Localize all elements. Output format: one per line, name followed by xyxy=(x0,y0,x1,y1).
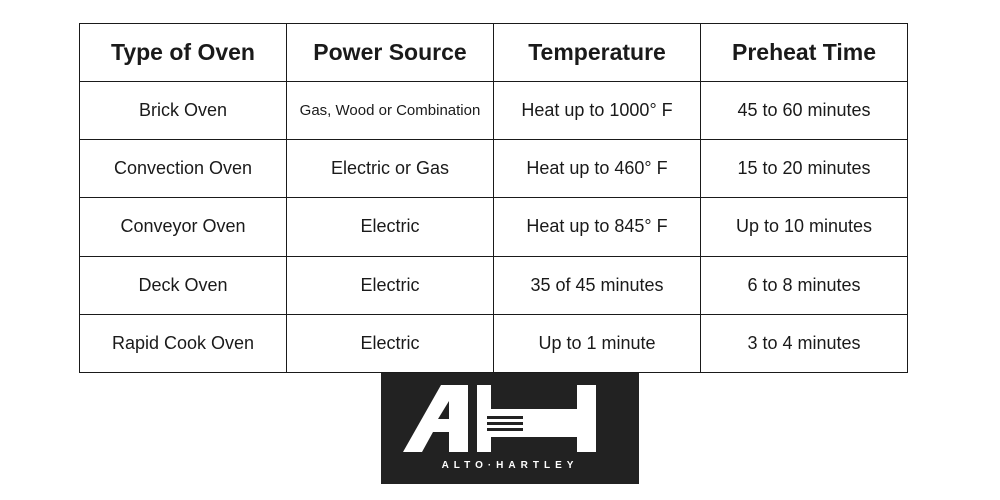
cell-temperature: Up to 1 minute xyxy=(494,314,701,372)
table-row xyxy=(80,314,908,372)
cell-power-source: Electric xyxy=(287,314,494,372)
table-row xyxy=(80,256,908,314)
cell-preheat-time: 3 to 4 minutes xyxy=(701,314,908,372)
logo-wordmark: ALTO·HARTLEY xyxy=(441,460,579,471)
cell-power-source: Electric or Gas xyxy=(287,140,494,198)
cell-power-source: Electric xyxy=(287,198,494,256)
cell-oven-type: Deck Oven xyxy=(80,256,287,314)
cell-preheat-time: Up to 10 minutes xyxy=(701,198,908,256)
cell-oven-type: Convection Oven xyxy=(80,140,287,198)
cell-temperature: 35 of 45 minutes xyxy=(494,256,701,314)
cell-power-source: Electric xyxy=(287,256,494,314)
cell-preheat-time: 15 to 20 minutes xyxy=(701,140,908,198)
cell-temperature: Heat up to 460° F xyxy=(494,140,701,198)
cell-oven-type: Conveyor Oven xyxy=(80,198,287,256)
cell-oven-type: Brick Oven xyxy=(80,82,287,140)
cell-temperature: Heat up to 845° F xyxy=(494,198,701,256)
cell-power-source: Gas, Wood or Combination xyxy=(287,82,494,140)
alto-hartley-logo xyxy=(381,373,639,484)
column-header-preheat: Preheat Time xyxy=(701,24,908,82)
cell-preheat-time: 6 to 8 minutes xyxy=(701,256,908,314)
table-row xyxy=(80,198,908,256)
cell-preheat-time: 45 to 60 minutes xyxy=(701,82,908,140)
table-row xyxy=(80,82,908,140)
cell-temperature: Heat up to 1000° F xyxy=(494,82,701,140)
column-header-temperature: Temperature xyxy=(494,24,701,82)
column-header-power: Power Source xyxy=(287,24,494,82)
column-header-type: Type of Oven xyxy=(80,24,287,82)
oven-comparison-table xyxy=(79,23,908,373)
table-row xyxy=(80,140,908,198)
cell-oven-type: Rapid Cook Oven xyxy=(80,314,287,372)
table-header-row xyxy=(80,24,908,82)
